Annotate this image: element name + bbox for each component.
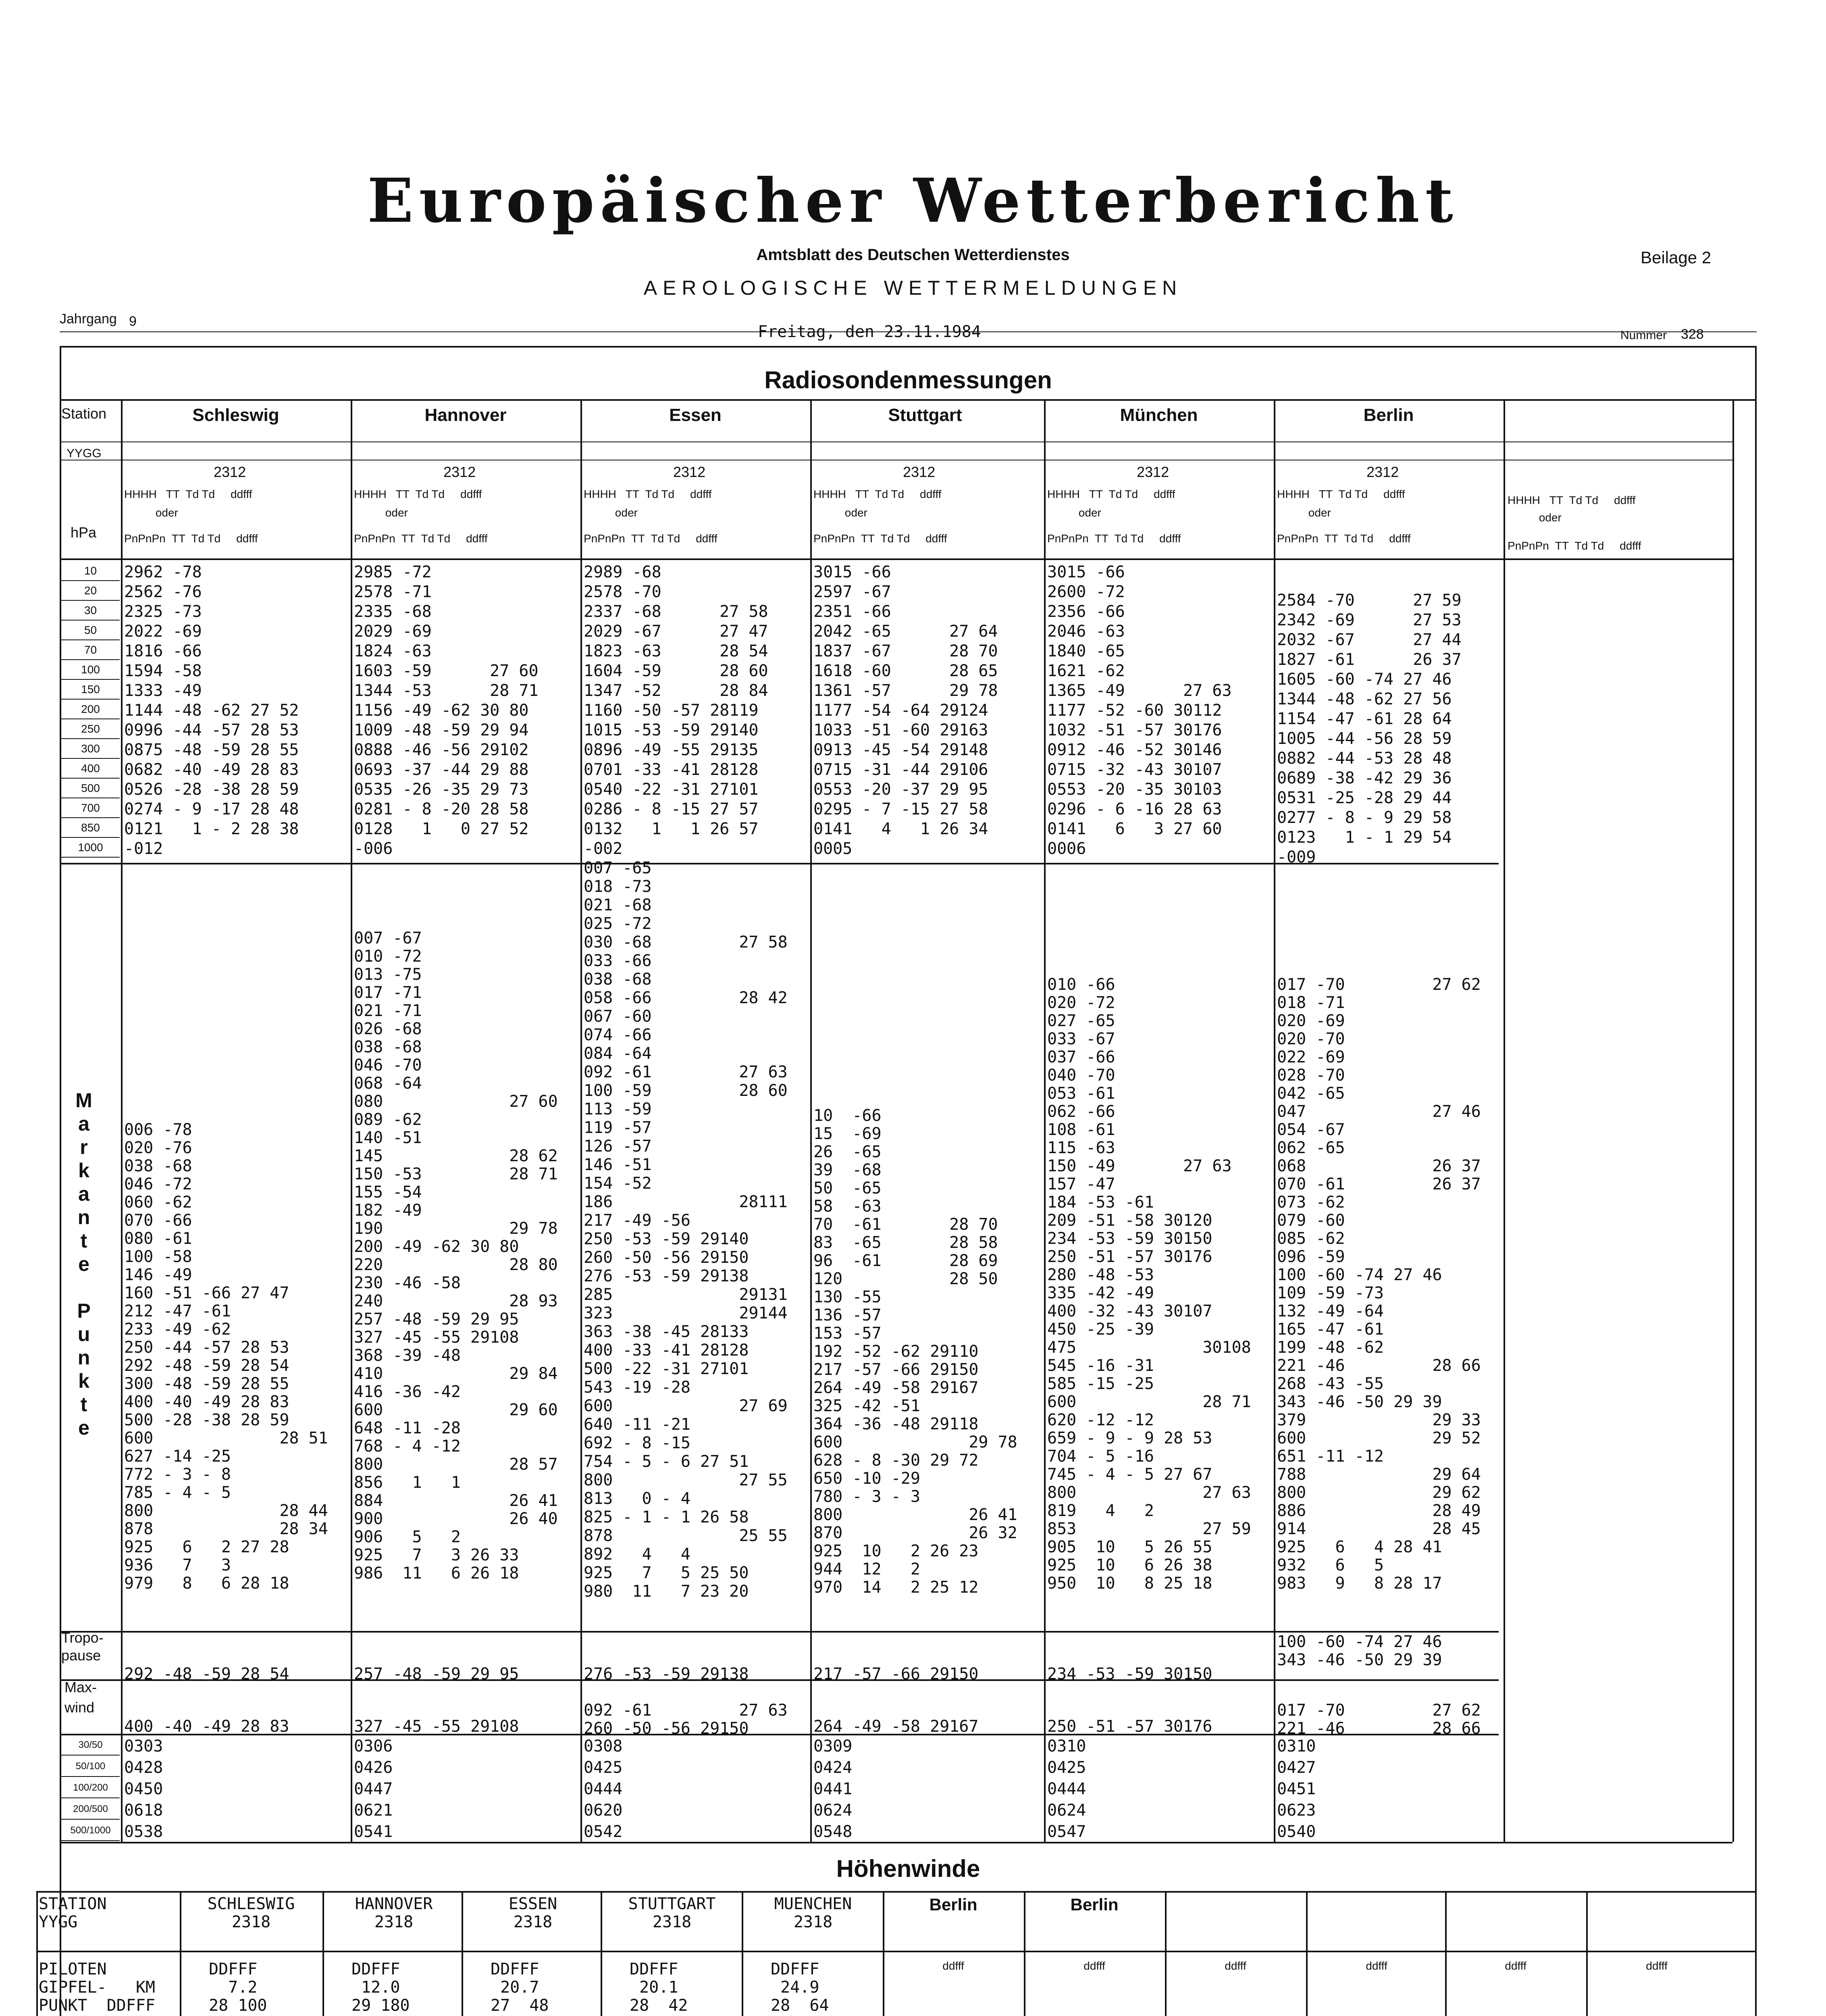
- jahrgang-value: 9: [129, 314, 137, 329]
- markante-punkte: 007 -65 018 -73 021 -68 025 -72 030 -68 27 58 033 -66 038 -68 058 -66 28 42 067 -60 074 -66 084 -64 092 -61 27 63 100 -59 28 60 113 -59 119 -57 126 -57 146 -51 154 -52 186 28111 217 -49 -56 250 -53 -59 29140 260 -50 -56 29150 276 -53 -59 29138 285 29131 323 29144 363 -38 -45 28133 400 -33 -41 28128 500 -22 -31 27101 543 -19 -28 600 27 69 640 -11 -21 692 - 8 -15 754 - 5 - 6 27 51 800 27 55 813 0 - 4 825 - 1 - 1 26 58 878 25 55 892 4 4 925 7 5 25 50 980 11 7 23 20: [584, 859, 788, 1601]
- col-header-2: oder: [354, 506, 408, 519]
- radiosonde-title: Radiosondenmessungen: [764, 367, 1052, 394]
- issue-date: Freitag, den 23.11.1984: [758, 323, 981, 341]
- markante-punkte: 007 -67 010 -72 013 -75 017 -71 021 -71 026 -68 038 -68 046 -70 068 -64 080 27 60 089 -62 140 -51 145 28 62 150 -53 28 71 155 -54 182 -49 190 29 78 200 -49 -62 30 80 220 28 80 230 -46 -58 240 28 93 257 -48 -59 29 95 327 -45 -55 29108 368 -39 -48 410 29 84 416 -36 -42 600 29 60 648 -11 -28 768 - 4 -12 800 28 57 856 1 1 884 26 41 900 26 40 906 5 2 925 7 3 26 33 986 11 6 26 18: [354, 929, 558, 1583]
- hw-station-yygg: 2318: [374, 1913, 414, 1931]
- station-yygg: 2312: [673, 464, 706, 480]
- col-header-2: oder: [813, 506, 867, 519]
- hw-gipfel: DDFFF 12.0 29 180: [351, 1960, 410, 2015]
- hw-gipfel: DDFFF 20.7 27 48: [491, 1960, 549, 2015]
- col-header-1: HHHH TT Td Td ddfff: [813, 488, 942, 500]
- thickness-level: 30/50: [61, 1735, 120, 1756]
- col-header-2: oder: [124, 506, 178, 519]
- hw-station-name: SCHLESWIG: [207, 1895, 295, 1913]
- col-header-3: PnPnPn TT Td Td ddfff: [1047, 532, 1181, 545]
- hw-extra-station: Berlin: [929, 1895, 977, 1914]
- tropopause-values: 276 -53 -59 29138: [584, 1665, 749, 1683]
- yygg-label: YYGG: [67, 447, 102, 460]
- station-yygg: 2312: [214, 464, 246, 480]
- hw-extra-station: Berlin: [1070, 1895, 1119, 1914]
- extra-col-header-2: oder: [1508, 511, 1562, 524]
- maxwind-values: 250 -51 -57 30176: [1047, 1717, 1212, 1736]
- station-yygg: 2312: [903, 464, 936, 480]
- thickness-values: 0306 0426 0447 0621 0541: [354, 1737, 393, 1841]
- station-name: Hannover: [424, 405, 507, 425]
- hw-station-yygg: 2318: [793, 1913, 833, 1931]
- station-name: Stuttgart: [888, 405, 962, 425]
- markante-punkte: 010 -66 020 -72 027 -65 033 -67 037 -66 040 -70 053 -61 062 -66 108 -61 115 -63 150 -49 27 63 157 -47 184 -53 -61 209 -51 -58 30120 234 -53 -59 30150 250 -51 -57 30176 280 -48 -53 335 -42 -49 400 -32 -43 30107 450 -25 -39 475 30108 545 -16 -31 585 -15 -25 600 28 71 620 -12 -12 659 - 9 - 9 28 53 704 - 5 -16 745 - 4 - 5 27 67 800 27 63 819 4 2 853 27 59 905 10 5 26 55 925 10 6 26 38 950 10 8 25 18: [1047, 975, 1251, 1593]
- col-header-1: HHHH TT Td Td ddfff: [124, 488, 252, 500]
- maxwind-values: 092 -61 27 63 260 -50 -56 29150: [584, 1701, 788, 1738]
- hw-extra-col-label: ddfff: [1366, 1960, 1387, 1972]
- markante-letter: a: [78, 1112, 89, 1135]
- markante-letter: e: [78, 1416, 89, 1439]
- pressure-level: 400: [61, 759, 120, 779]
- pressure-level: 700: [61, 799, 120, 818]
- col-header-2: oder: [1047, 506, 1101, 519]
- maxwind-values: 017 -70 27 62 221 -46 28 66: [1277, 1701, 1481, 1738]
- extra-col-header-1: HHHH TT Td Td ddfff: [1508, 494, 1636, 506]
- standard-levels: 2989 -68 2578 -70 2337 -68 27 58 2029 -67 27 47 1823 -63 28 54 1604 -59 28 60 1347 -52 28 84 1160 -50 -57 28119 1015 -53 -59 29140 0896 -49 -55 29135 0701 -33 -41 28128 0540 -22 -31 27101 0286 - 8 -15 27 57 0132 1 1 26 57 -002: [584, 563, 768, 858]
- markante-letter: n: [77, 1346, 90, 1369]
- hw-station-yygg: 2318: [652, 1913, 692, 1931]
- station-yygg: 2312: [1366, 464, 1399, 480]
- hw-extra-col-label: ddfff: [1646, 1960, 1668, 1972]
- tropopause-values: 100 -60 -74 27 46 343 -46 -50 29 39: [1277, 1633, 1442, 1669]
- markante-letter: t: [80, 1229, 87, 1252]
- beilage-label: Beilage 2: [1641, 248, 1712, 267]
- hw-station-name: HANNOVER: [355, 1895, 433, 1913]
- pressure-level: 1000: [61, 838, 120, 858]
- maxwind-label: Max- wind: [64, 1679, 97, 1716]
- hw-extra-col-label: ddfff: [1084, 1960, 1105, 1972]
- markante-punkte: 006 -78 020 -76 038 -68 046 -72 060 -62 070 -66 080 -61 100 -58 146 -49 160 -51 -66 27 47 212 -47 -61 233 -49 -62 250 -44 -57 28 53 292 -48 -59 28 54 300 -48 -59 28 55 400 -40 -49 28 83 500 -28 -38 28 59 600 28 51 627 -14 -25 772 - 3 - 8 785 - 4 - 5 800 28 44 878 28 34 925 6 2 27 28 936 7 3 979 8 6 28 18: [124, 1120, 328, 1593]
- markante-letter: r: [80, 1136, 88, 1158]
- hw-station-label: STATION YYGG: [39, 1895, 107, 1931]
- col-header-2: oder: [1277, 506, 1331, 519]
- col-header-1: HHHH TT Td Td ddfff: [1277, 488, 1405, 500]
- col-header-2: oder: [584, 506, 638, 519]
- extra-col-header-3: PnPnPn TT Td Td ddfff: [1508, 539, 1641, 552]
- standard-levels: 2962 -78 2562 -76 2325 -73 2022 -69 1816 -66 1594 -58 1333 -49 1144 -48 -62 27 52 0996 -44 -57 28 53 0875 -48 -59 28 55 0682 -40 -49 28 83 0526 -28 -38 28 59 0274 - 9 -17 28 48 0121 1 - 2 28 38 -012: [124, 563, 299, 858]
- col-header-3: PnPnPn TT Td Td ddfff: [1277, 532, 1411, 545]
- markante-letter: n: [77, 1206, 90, 1229]
- nummer-label: Nummer: [1620, 329, 1667, 342]
- station-name: München: [1120, 405, 1198, 425]
- hpa-label: hPa: [71, 524, 97, 541]
- hw-station-name: MUENCHEN: [774, 1895, 852, 1913]
- maxwind-values: 327 -45 -55 29108: [354, 1717, 519, 1736]
- thickness-level: 50/100: [61, 1757, 120, 1777]
- markante-punkte: 10 -66 15 -69 26 -65 39 -68 50 -65 58 -63 70 -61 28 70 83 -65 28 58 96 -61 28 69 120 28 50 130 -55 136 -57 153 -57 192 -52 -62 29110 217 -57 -66 29150 264 -49 -58 29167 325 -42 -51 364 -36 -48 29118 600 29 78 628 - 8 -30 29 72 650 -10 -29 780 - 3 - 3 800 26 41 870 26 32 925 10 2 26 23 944 12 2 970 14 2 25 12: [813, 1106, 1017, 1597]
- col-header-3: PnPnPn TT Td Td ddfff: [354, 532, 488, 545]
- col-header-3: PnPnPn TT Td Td ddfff: [813, 532, 947, 545]
- thickness-level: 500/1000: [61, 1821, 120, 1841]
- thickness-level: 100/200: [61, 1778, 120, 1798]
- hw-gipfel: DDFFF 20.1 28 42: [630, 1960, 688, 2015]
- pressure-level: 500: [61, 779, 120, 798]
- tropopause-values: 292 -48 -59 28 54: [124, 1665, 289, 1683]
- thickness-values: 0303 0428 0450 0618 0538: [124, 1737, 163, 1841]
- pressure-level: 200: [61, 700, 120, 719]
- hw-extra-col-label: ddfff: [1505, 1960, 1527, 1972]
- thickness-values: 0310 0425 0444 0624 0547: [1047, 1737, 1086, 1841]
- col-header-1: HHHH TT Td Td ddfff: [584, 488, 712, 500]
- standard-levels: 3015 -66 2597 -67 2351 -66 2042 -65 27 64 1837 -67 28 70 1618 -60 28 65 1361 -57 29 78 1177 -54 -64 29124 1033 -51 -60 29163 0913 -45 -54 29148 0715 -31 -44 29106 0553 -20 -37 29 95 0295 - 7 -15 27 58 0141 4 1 26 34 0005: [813, 563, 998, 858]
- standard-levels: 2584 -70 27 59 2342 -69 27 53 2032 -67 27 44 1827 -61 26 37 1605 -60 -74 27 46 1344 -48 -62 27 56 1154 -47 -61 28 64 1005 -44 -56 28 59 0882 -44 -53 28 48 0689 -38 -42 29 36 0531 -25 -28 29 44 0277 - 8 - 9 29 58 0123 1 - 1 29 54 -009: [1277, 591, 1462, 866]
- tropopause-values: 217 -57 -66 29150: [813, 1665, 979, 1683]
- hw-station-yygg: 2318: [513, 1913, 553, 1931]
- station-yygg: 2312: [443, 464, 476, 480]
- maxwind-values: 264 -49 -58 29167: [813, 1717, 979, 1736]
- markante-letter: t: [80, 1393, 87, 1416]
- thickness-values: 0309 0424 0441 0624 0548: [813, 1737, 853, 1841]
- page-subtitle: Amtsblatt des Deutschen Wetterdienstes: [756, 246, 1070, 264]
- hoehenwinde-title: Höhenwinde: [836, 1855, 980, 1882]
- pressure-level: 30: [61, 601, 120, 621]
- pressure-level: 70: [61, 641, 120, 660]
- hw-extra-col-label: ddfff: [1225, 1960, 1246, 1972]
- pressure-level: 150: [61, 680, 120, 700]
- hw-gipfel: DDFFF 7.2 28 100: [209, 1960, 267, 2015]
- station-name: Berlin: [1363, 405, 1414, 425]
- standard-levels: 3015 -66 2600 -72 2356 -66 2046 -63 1840 -65 1621 -62 1365 -49 27 63 1177 -52 -60 30112 1032 -51 -57 30176 0912 -46 -52 30146 0715 -32 -43 30107 0553 -20 -35 30103 0296 - 6 -16 28 63 0141 6 3 27 60 0006: [1047, 563, 1232, 858]
- pressure-level: 250: [61, 720, 120, 739]
- pressure-level: 50: [61, 621, 120, 640]
- tropopause-values: 257 -48 -59 29 95: [354, 1665, 519, 1683]
- markante-punkte: 017 -70 27 62 018 -71 020 -69 020 -70 022 -69 028 -70 042 -65 047 27 46 054 -67 062 -65 068 26 37 070 -61 26 37 073 -62 079 -60 085 -62 096 -59 100 -60 -74 27 46 109 -59 -73 132 -49 -64 165 -47 -61 199 -48 -62 221 -46 28 66 268 -43 -55 343 -46 -50 29 39 379 29 33 600 29 52 651 -11 -12 788 29 64 800 29 62 886 28 49 914 28 45 925 6 4 28 41 932 6 5 983 9 8 28 17: [1277, 975, 1481, 1593]
- col-header-1: HHHH TT Td Td ddfff: [354, 488, 482, 500]
- section-heading: AEROLOGISCHE WETTERMELDUNGEN: [643, 277, 1183, 299]
- col-header-3: PnPnPn TT Td Td ddfff: [584, 532, 718, 545]
- hw-station-yygg: 2318: [231, 1913, 271, 1931]
- maxwind-values: 400 -40 -49 28 83: [124, 1717, 289, 1736]
- markante-letter: [72, 1276, 96, 1299]
- station-name: Schleswig: [192, 405, 279, 425]
- station-yygg: 2312: [1137, 464, 1169, 480]
- pressure-level: 850: [61, 818, 120, 838]
- hw-piloten-label: PILOTEN GIPFEL- KM PUNKT DDFFF: [39, 1960, 155, 2015]
- pressure-level: 10: [61, 562, 120, 581]
- pressure-level: 20: [61, 581, 120, 601]
- tropopause-values: 234 -53 -59 30150: [1047, 1665, 1212, 1683]
- station-label: Station: [61, 405, 107, 422]
- markante-letter: k: [78, 1370, 89, 1392]
- markante-punkte-label: [72, 1089, 96, 1439]
- thickness-level: 200/500: [61, 1799, 120, 1820]
- hw-station-name: STUTTGART: [628, 1895, 716, 1913]
- jahrgang-label: Jahrgang: [60, 311, 117, 327]
- thickness-values: 0308 0425 0444 0620 0542: [584, 1737, 623, 1841]
- hw-station-name: ESSEN: [508, 1895, 557, 1913]
- nummer-value: 328: [1681, 327, 1704, 342]
- hw-gipfel: DDFFF 24.9 28 64: [771, 1960, 829, 2015]
- pressure-level: 100: [61, 660, 120, 680]
- col-header-3: PnPnPn TT Td Td ddfff: [124, 532, 258, 545]
- markante-letter: P: [77, 1300, 91, 1322]
- pressure-level: 300: [61, 739, 120, 759]
- markante-letter: M: [75, 1089, 92, 1112]
- standard-levels: 2985 -72 2578 -71 2335 -68 2029 -69 1824 -63 1603 -59 27 60 1344 -53 28 71 1156 -49 -62 30 80 1009 -48 -59 29 94 0888 -46 -56 29102 0693 -37 -44 29 88 0535 -26 -35 29 73 0281 - 8 -20 28 58 0128 1 0 27 52 -006: [354, 563, 539, 858]
- markante-letter: k: [78, 1159, 89, 1182]
- col-header-1: HHHH TT Td Td ddfff: [1047, 488, 1175, 500]
- hw-extra-col-label: ddfff: [942, 1960, 964, 1972]
- tropopause-label: Tropo- pause: [61, 1629, 104, 1664]
- markante-letter: e: [78, 1253, 89, 1275]
- page-title: Europäischer Wetterbericht: [367, 165, 1459, 236]
- markante-letter: a: [78, 1183, 89, 1205]
- markante-letter: u: [77, 1323, 90, 1345]
- thickness-values: 0310 0427 0451 0623 0540: [1277, 1737, 1316, 1841]
- station-name: Essen: [669, 405, 722, 425]
